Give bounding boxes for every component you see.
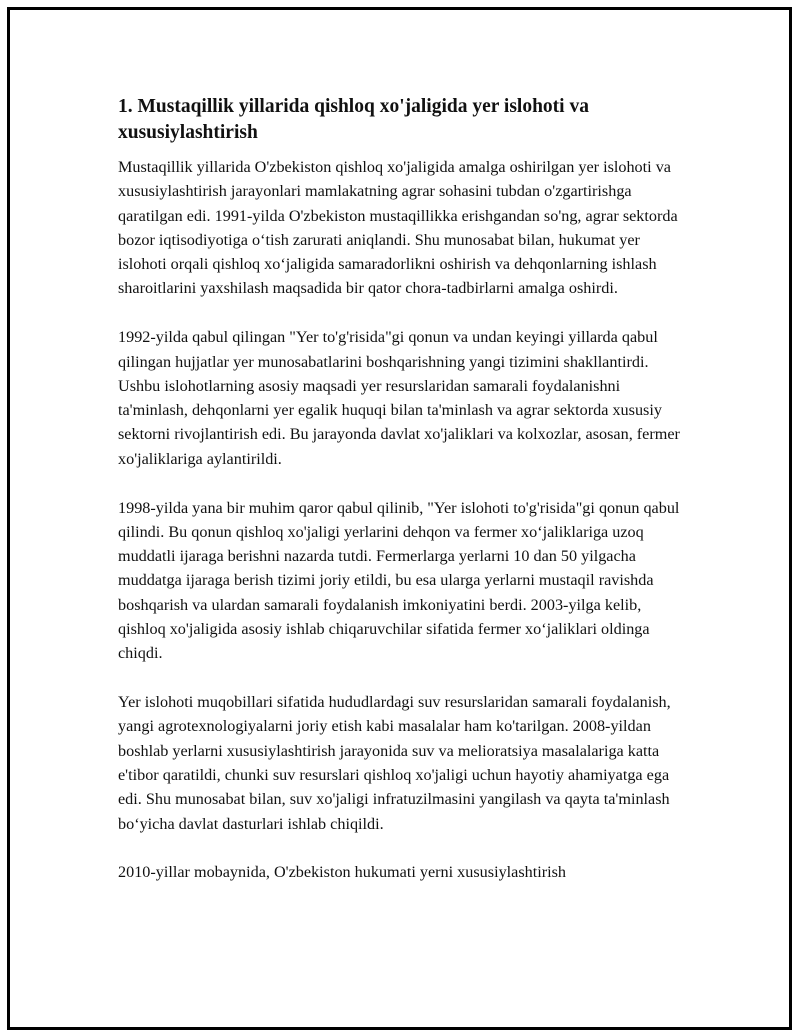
paragraph-1: Mustaqillik yillarida O'zbekiston qishloq xo'jaligida amalga oshirilgan yer islohoti va xususiylashtirish jarayonlari mamlakatning agrar sohasini tubdan o'zgartirishga qaratilgan edi. 1991-yilda O'zbekiston mustaqillikka erishgandan so'ng, agrar sektorda bozor iqtisodiyotiga o‘tish zarurati aniqlandi. Shu munosabat bilan, hukumat yer islohoti orqali qishloq xo‘jaligida samaradorlikni oshirish va dehqonlarning ishlash sharoitlarini yaxshilash maqsadida bir qator chora-tadbirlarni amalga oshirdi.	[118, 158, 678, 298]
paragraph-3: 1998-yilda yana bir muhim qaror qabul qilinib, "Yer islohoti to'g'risida"gi qonun qabul qilindi. Bu qonun qishloq xo'jaligi yerlarini dehqon va fermer xo‘jaliklariga uzoq muddatli ijaraga berishni nazarda tutdi. Fermerlarga yerlarni 10 dan 50 yilgacha muddatga ijaraga berish tizimi joriy etildi, bu esa ularga yerlarni mustaqil ravishda boshqarish va ulardan samarali foydalanish imkoniyatini berdi. 2003-yilga kelib, qishloq xo'jaligida asosiy ishlab chiqaruvchilar sifatida fermer xo‘jaliklari oldinga chiqdi.	[118, 498, 680, 663]
paragraph-2: 1992-yilda qabul qilingan "Yer to'g'risida"gi qonun va undan keyingi yillarda qabul qilingan hujjatlar yer munosabatlarini boshqarishning yangi tizimini shakllantirdi. Ushbu islohotlarning asosiy maqsadi yer resurslaridan samarali foydalanishni ta'minlash, dehqonlarni yer egalik huquqi bilan ta'minlash va agrar sektorda xususiy sektorni rivojlantirish edi. Bu jarayonda davlat xo'jaliklari va kolxozlar, asosan, fermer xo'jaliklariga aylantirildi.	[118, 328, 680, 468]
document-body	[118, 94, 690, 909]
paragraph-5: 2010-yillar mobaynida, O'zbekiston hukumati yerni xususiylashtirish	[118, 863, 567, 882]
paragraph-4: Yer islohoti muqobillari sifatida hududlardagi suv resurslaridan samarali foydalanish, yangi agrotexnologiyalarni joriy etish kabi masalalar ham ko'tarilgan. 2008-yildan boshlab yerlarni xususiylashtirish jarayonida suv va melioratsiya masalalariga katta e'tibor qaratildi, chunki suv resurslari qishloq xo'jaligi uchun hayotiy ahamiyatga ega edi. Shu munosabat bilan, suv xo'jaligi infratuzilmasini yangilash va qayta ta'minlash bo‘yicha davlat dasturlari ishlab chiqildi.	[118, 693, 671, 833]
section-heading: 1. Mustaqillik yillarida qishloq xo'jaligida yer islohoti va xususiylashtirish	[118, 96, 589, 143]
